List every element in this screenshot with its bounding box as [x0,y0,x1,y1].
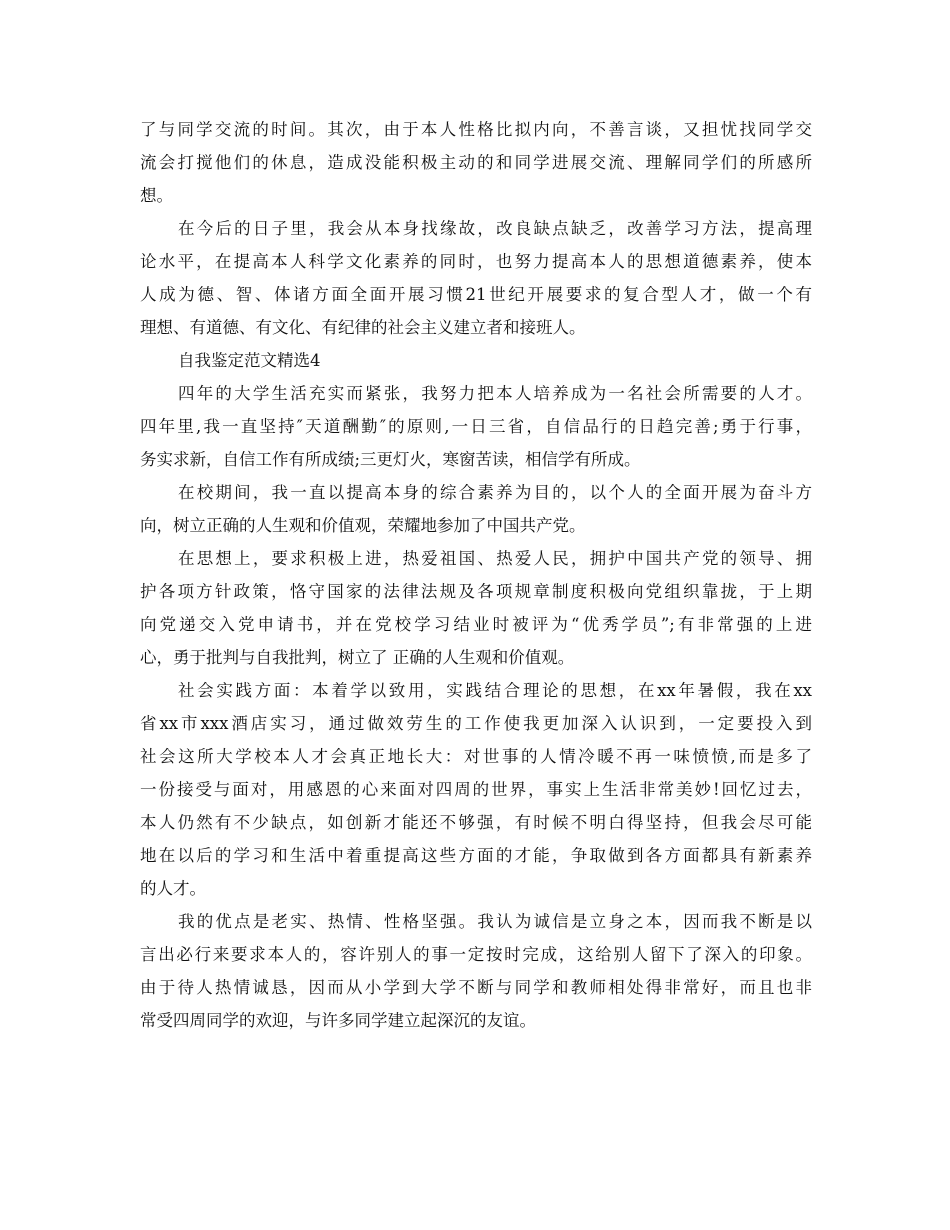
text-line: 了与同学交流的时间。其次，由于本人性格比拟内向，不善言谈，又担忧找同学交 [140,120,812,139]
text-line: 务实求新，自信工作有所成绩;三更灯火，寒窗苦读，相信学有所成。 [140,450,641,469]
text-line: 我的优点是老实、热情、性格坚强。我认为诚信是立身之本，因而我不断是以 [178,912,812,931]
text-line: 省xx市xxx酒店实习，通过做效劳生的工作使我更加深入认识到，一定要投入到 [140,714,812,733]
text-line: 四年里,我一直坚持″天道酬勤″的原则,一日三省，自信品行的日趋完善;勇于行事， [140,417,812,436]
text-line: 常受四周同学的欢迎，与许多同学建立起深沉的友谊。 [140,1011,536,1030]
text-line: 护各项方针政策，恪守国家的法律法规及各项规章制度积极向党组织靠拢，于上期 [140,582,812,601]
text-line: 在今后的日子里，我会从本身找缘故，改良缺点缺乏，改善学习方法，提高理 [178,219,812,238]
text-line: 本人仍然有不少缺点，如创新才能还不够强，有时候不明白得坚持，但我会尽可能 [140,813,812,832]
text-line: 由于待人热情诚恳，因而从小学到大学不断与同学和教师相处得非常好，而且也非 [140,978,812,997]
text-line: 心，勇于批判与自我批判，树立了 正确的人生观和价值观。 [140,648,575,667]
text-line: 向，树立正确的人生观和价值观，荣耀地参加了中国共产党。 [140,516,586,535]
text-line: 理想、有道德、有文化、有纪律的社会主义建立者和接班人。 [140,318,586,337]
text-line: 在校期间，我一直以提高本身的综合素养为目的，以个人的全面开展为奋斗方 [178,483,812,502]
text-line: 社会这所大学校本人才会真正地长大：对世事的人情冷暖不再一味愤愤,而是多了 [140,747,812,766]
text-line: 一份接受与面对，用感恩的心来面对四周的世界，事实上生活非常美妙!回忆过去， [140,780,812,799]
text-line: 四年的大学生活充实而紧张，我努力把本人培养成为一名社会所需要的人才。 [178,384,812,403]
text-line: 流会打搅他们的休息，造成没能积极主动的和同学进展交流、理解同学们的所感所 [140,153,812,172]
text-line: 自我鉴定范文精选4 [178,351,321,370]
text-line: 言出必行来要求本人的，容许别人的事一定按时完成，这给别人留下了深入的印象。 [140,945,812,964]
text-line: 向党递交入党申请书，并在党校学习结业时被评为“优秀学员”;有非常强的上进 [140,615,812,634]
text-line: 在思想上，要求积极上进，热爱祖国、热爱人民，拥护中国共产党的领导、拥 [178,549,812,568]
text-line: 社会实践方面：本着学以致用，实践结合理论的思想，在xx年暑假，我在xx [178,681,812,700]
text-line: 人成为德、智、体诸方面全面开展习惯21世纪开展要求的复合型人才，做一个有 [140,285,812,304]
text-line: 的人才。 [140,879,206,898]
text-line: 地在以后的学习和生活中着重提高这些方面的才能，争取做到各方面都具有新素养 [140,846,812,865]
text-line: 想。 [140,186,173,205]
text-line: 论水平，在提高本人科学文化素养的同时，也努力提高本人的思想道德素养，使本 [140,252,812,271]
